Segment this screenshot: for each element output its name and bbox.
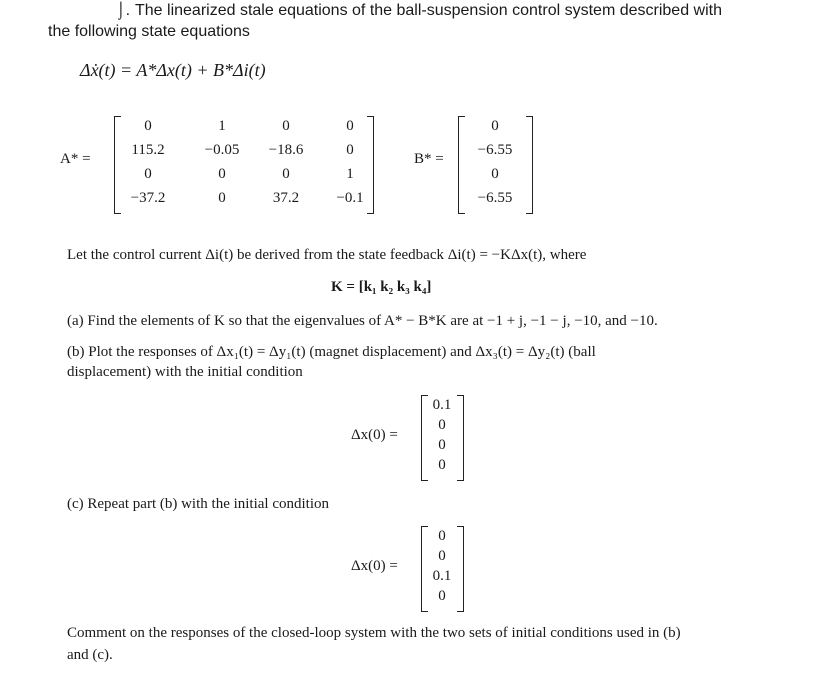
ic-b-label: Δx(0) = (351, 427, 398, 443)
part-c: (c) Repeat part (b) with the initial condition (67, 496, 330, 512)
matrix-b-cell: −6.55 (477, 190, 513, 206)
matrix-a-cell: 1 (218, 118, 226, 134)
matrix-a-cell: 0 (346, 118, 354, 134)
matrix-a-label: A* = (60, 151, 91, 167)
matrix-b-cell: 0 (491, 118, 499, 134)
ic-c-cell: 0 (438, 528, 446, 544)
gain-vector: K = [k₁ k₂ k₃ k₄] (331, 279, 432, 295)
ic-c-cell: 0.1 (432, 568, 452, 584)
comment-line-2: and (c). (67, 647, 113, 663)
matrix-b-cell: 0 (491, 166, 499, 182)
matrix-a-cell: 0 (218, 166, 226, 182)
matrix-b-label: B* = (414, 151, 444, 167)
ic-b-cell: 0 (438, 437, 446, 453)
feedback-line: Let the control current Δi(t) be derived from the state feedback Δi(t) = −KΔx(t), where (67, 247, 587, 263)
problem-number-mark: ⌡. (116, 2, 131, 19)
matrix-a-cell: −37.2 (130, 190, 166, 206)
comment-line-1: Comment on the responses of the closed-loop system with the two sets of initial conditions used in (b) (67, 625, 681, 641)
matrix-a-cell: −0.1 (336, 190, 364, 206)
ic-c-label: Δx(0) = (351, 558, 398, 574)
matrix-a-cell: 37.2 (272, 190, 300, 206)
part-a: (a) Find the elements of K so that the eigenvalues of A* − B*K are at −1 + j, −1 − j, −10, and −10. (67, 313, 658, 329)
state-equation: Δẋ(t) = A*Δx(t) + B*Δi(t) (80, 60, 266, 80)
ic-b-cell: 0 (438, 417, 446, 433)
ic-c-cell: 0 (438, 548, 446, 564)
matrix-a-cell: 0 (282, 118, 290, 134)
matrix-a-cell: 0 (282, 166, 290, 182)
matrix-a-cell: 0 (346, 142, 354, 158)
part-b-line-1: (b) Plot the responses of Δx₁(t) = Δy₁(t) (magnet displacement) and Δx₃(t) = Δy₂(t) (ball (67, 344, 596, 360)
matrix-a-cell: 0 (144, 166, 152, 182)
matrix-a-cell: 0 (144, 118, 152, 134)
ic-b-cell: 0.1 (432, 397, 452, 413)
matrix-b-cell: −6.55 (477, 142, 513, 158)
intro-line-1: The linearized stale equations of the ball-suspension control system described with (135, 2, 722, 19)
ic-c-cell: 0 (438, 588, 446, 604)
matrix-a-cell: 0 (218, 190, 226, 206)
matrix-a-cell: 115.2 (131, 142, 165, 158)
part-b-line-2: displacement) with the initial condition (67, 364, 303, 380)
matrix-a-cell: 1 (346, 166, 354, 182)
ic-b-cell: 0 (438, 457, 446, 473)
matrix-a-cell: −0.05 (204, 142, 240, 158)
intro-line-2: the following state equations (48, 23, 250, 40)
matrix-a-cell: −18.6 (268, 142, 304, 158)
